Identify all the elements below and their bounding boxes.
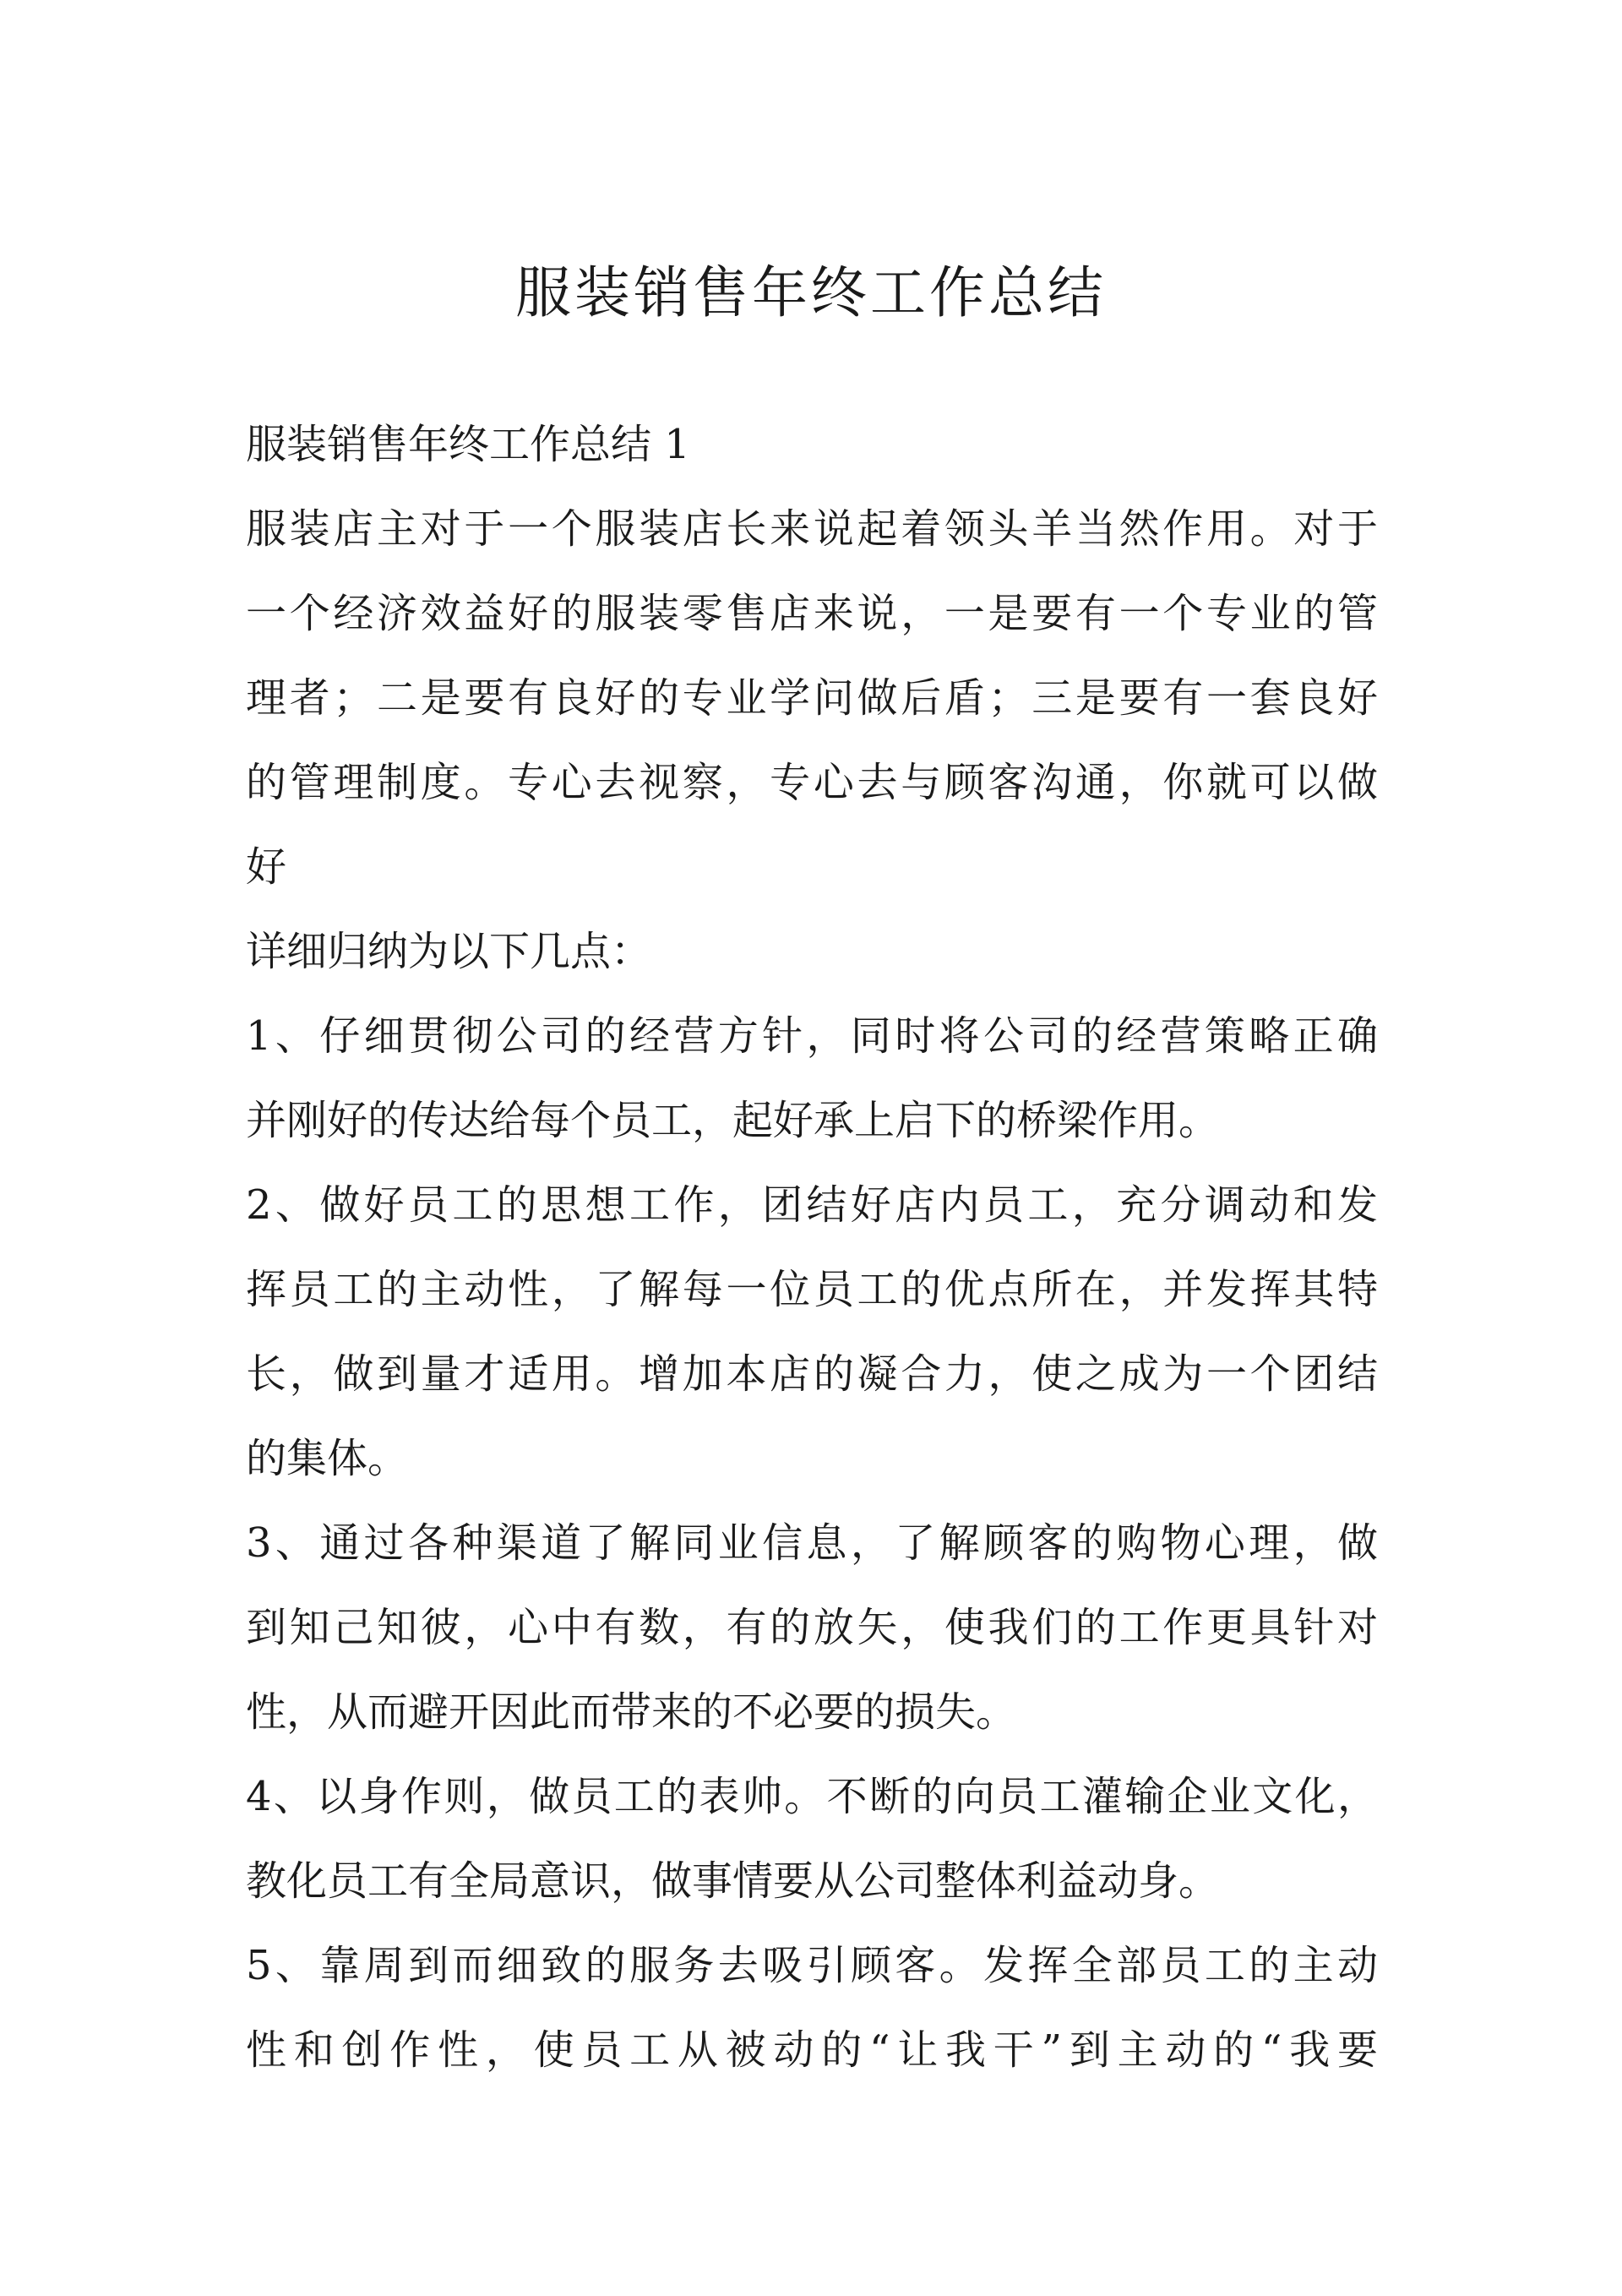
document-body — [246, 402, 1378, 2092]
list-item-line: 3、通过各种渠道了解同业信息，了解顾客的购物心理，做 — [246, 1519, 1378, 1567]
paragraph-line: 好 — [246, 843, 287, 891]
paragraph-line: 服装店主对于一个服装店长来说起着领头羊当然作用。对于 — [246, 505, 1378, 553]
list-item-line: 性，从而避开因此而带来的不必要的损失。 — [246, 1688, 1017, 1736]
list-item-line: 长，做到量才适用。增加本店的凝合力，使之成为一个团结 — [246, 1350, 1378, 1398]
list-item-line: 1、仔细贯彻公司的经营方针，同时将公司的经营策略正确 — [246, 1012, 1378, 1060]
list-item-line: 挥员工的主动性，了解每一位员工的优点所在，并发挥其特 — [246, 1266, 1378, 1313]
paragraph-line: 理者；二是要有良好的专业学问做后盾；三是要有一套良好 — [246, 674, 1378, 722]
list-item-line: 并刚好的传达给每个员工，起好承上启下的桥梁作用。 — [246, 1097, 1220, 1144]
paragraph-line: 详细归纳为以下几点： — [246, 928, 652, 975]
document-title: 服装销售年终工作总结 — [515, 260, 1107, 325]
list-item-line: 性和创作性，使员工从被动的“让我干”到主动的“我要 — [246, 2026, 1378, 2074]
list-item-line: 4、以身作则，做员工的表帅。不断的向员工灌输企业文化， — [246, 1773, 1378, 1820]
list-item-line: 2、做好员工的思想工作，团结好店内员工，充分调动和发 — [246, 1181, 1378, 1229]
list-item-line: 5、靠周到而细致的服务去吸引顾客。发挥全部员工的主动 — [246, 1942, 1378, 1989]
paragraph-line: 的管理制度。专心去视察，专心去与顾客沟通，你就可以做 — [246, 759, 1378, 806]
section-heading: 服装销售年终工作总结 1 — [246, 421, 690, 468]
list-item-line: 的集体。 — [246, 1435, 409, 1482]
list-item-line: 到知己知彼，心中有数，有的放矢，使我们的工作更具针对 — [246, 1604, 1378, 1651]
paragraph-line: 一个经济效益好的服装零售店来说，一是要有一个专业的管 — [246, 590, 1378, 637]
list-item-line: 教化员工有全局意识，做事情要从公司整体利益动身。 — [246, 1857, 1220, 1905]
